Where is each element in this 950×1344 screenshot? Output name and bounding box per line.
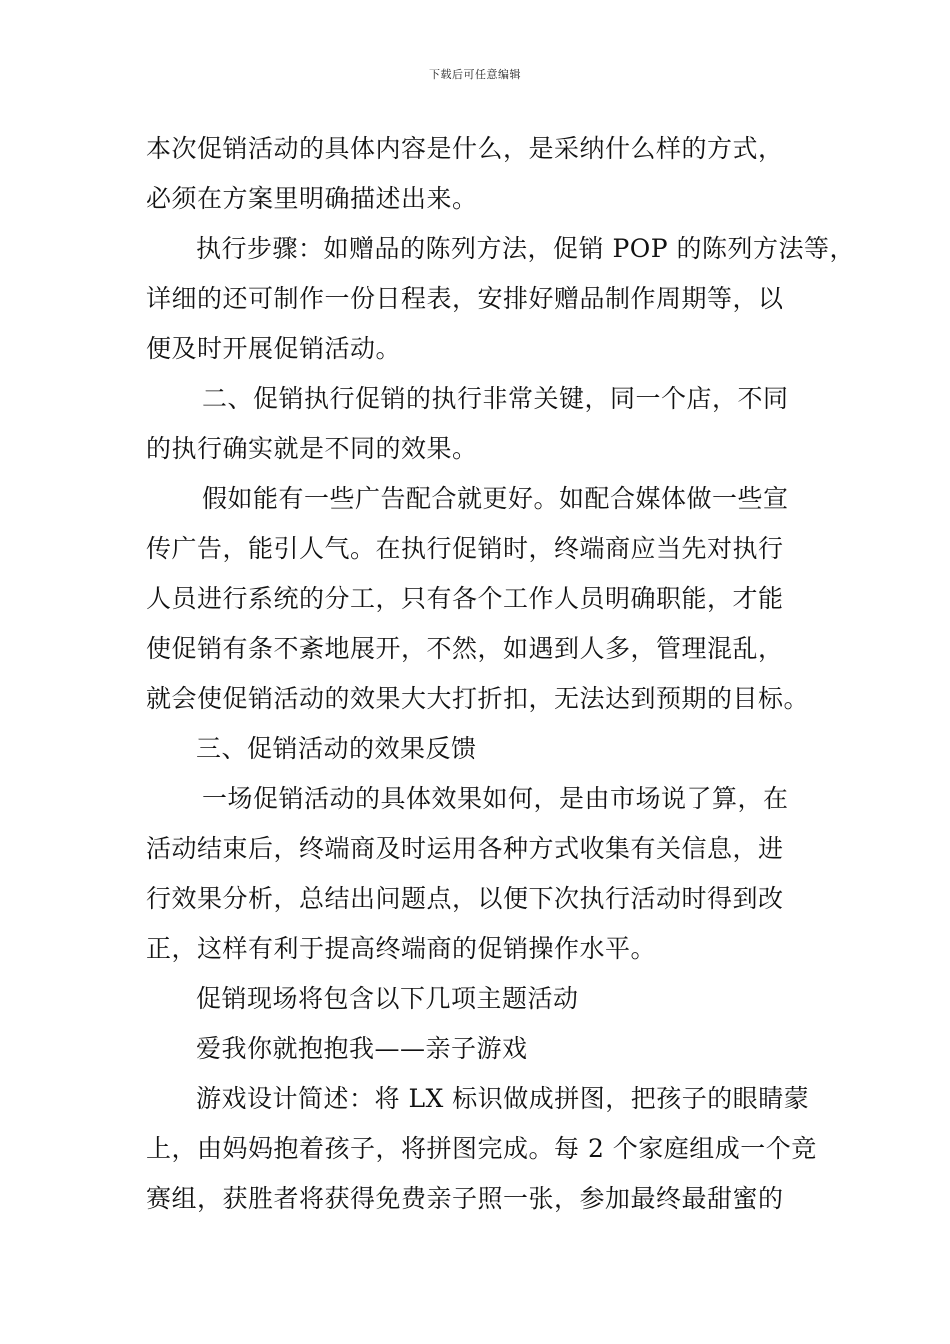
text-line: 行效果分析，总结出问题点，以便下次执行活动时得到改 xyxy=(146,884,784,913)
text-line: 二、促销执行促销的执行非常关键，同一个店，不同 xyxy=(202,384,789,413)
text-line: 使促销有条不紊地展开，不然，如遇到人多，管理混乱， xyxy=(146,634,784,663)
text-line: 三、促销活动的效果反馈 xyxy=(196,734,477,763)
text-line: 传广告，能引人气。在执行促销时，终端商应当先对执行 xyxy=(146,534,784,563)
text-line: 就会使促销活动的效果大大打折扣，无法达到预期的目标。 xyxy=(146,684,810,713)
header-note: 下载后可任意编辑 xyxy=(429,68,521,81)
text-line: 爱我你就抱抱我——亲子游戏 xyxy=(196,1034,528,1063)
text-line: 人员进行系统的分工，只有各个工作人员明确职能，才能 xyxy=(146,584,784,613)
text-line: 促销现场将包含以下几项主题活动 xyxy=(196,984,579,1013)
text-line: 假如能有一些广告配合就更好。如配合媒体做一些宣 xyxy=(202,484,789,513)
text-line: 本次促销活动的具体内容是什么，是采纳什么样的方式， xyxy=(146,134,784,163)
text-line: 游戏设计简述：将 LX 标识做成拼图，把孩子的眼睛蒙 xyxy=(196,1084,810,1113)
document-body xyxy=(146,124,856,1224)
text-line: 的执行确实就是不同的效果。 xyxy=(146,434,478,463)
text-line: 活动结束后，终端商及时运用各种方式收集有关信息，进 xyxy=(146,834,784,863)
text-line: 执行步骤：如赠品的陈列方法，促销 POP 的陈列方法等， xyxy=(196,234,856,263)
text-line: 详细的还可制作一份日程表，安排好赠品制作周期等，以 xyxy=(146,284,784,313)
text-line: 便及时开展促销活动。 xyxy=(146,334,402,363)
text-line: 正，这样有利于提高终端商的促销操作水平。 xyxy=(146,934,657,963)
text-line: 上，由妈妈抱着孩子，将拼图完成。每 2 个家庭组成一个竞 xyxy=(146,1134,817,1163)
text-line: 一场促销活动的具体效果如何，是由市场说了算，在 xyxy=(202,784,789,813)
text-line: 赛组，获胜者将获得免费亲子照一张，参加最终最甜蜜的 xyxy=(146,1184,784,1213)
text-line: 必须在方案里明确描述出来。 xyxy=(146,184,478,213)
